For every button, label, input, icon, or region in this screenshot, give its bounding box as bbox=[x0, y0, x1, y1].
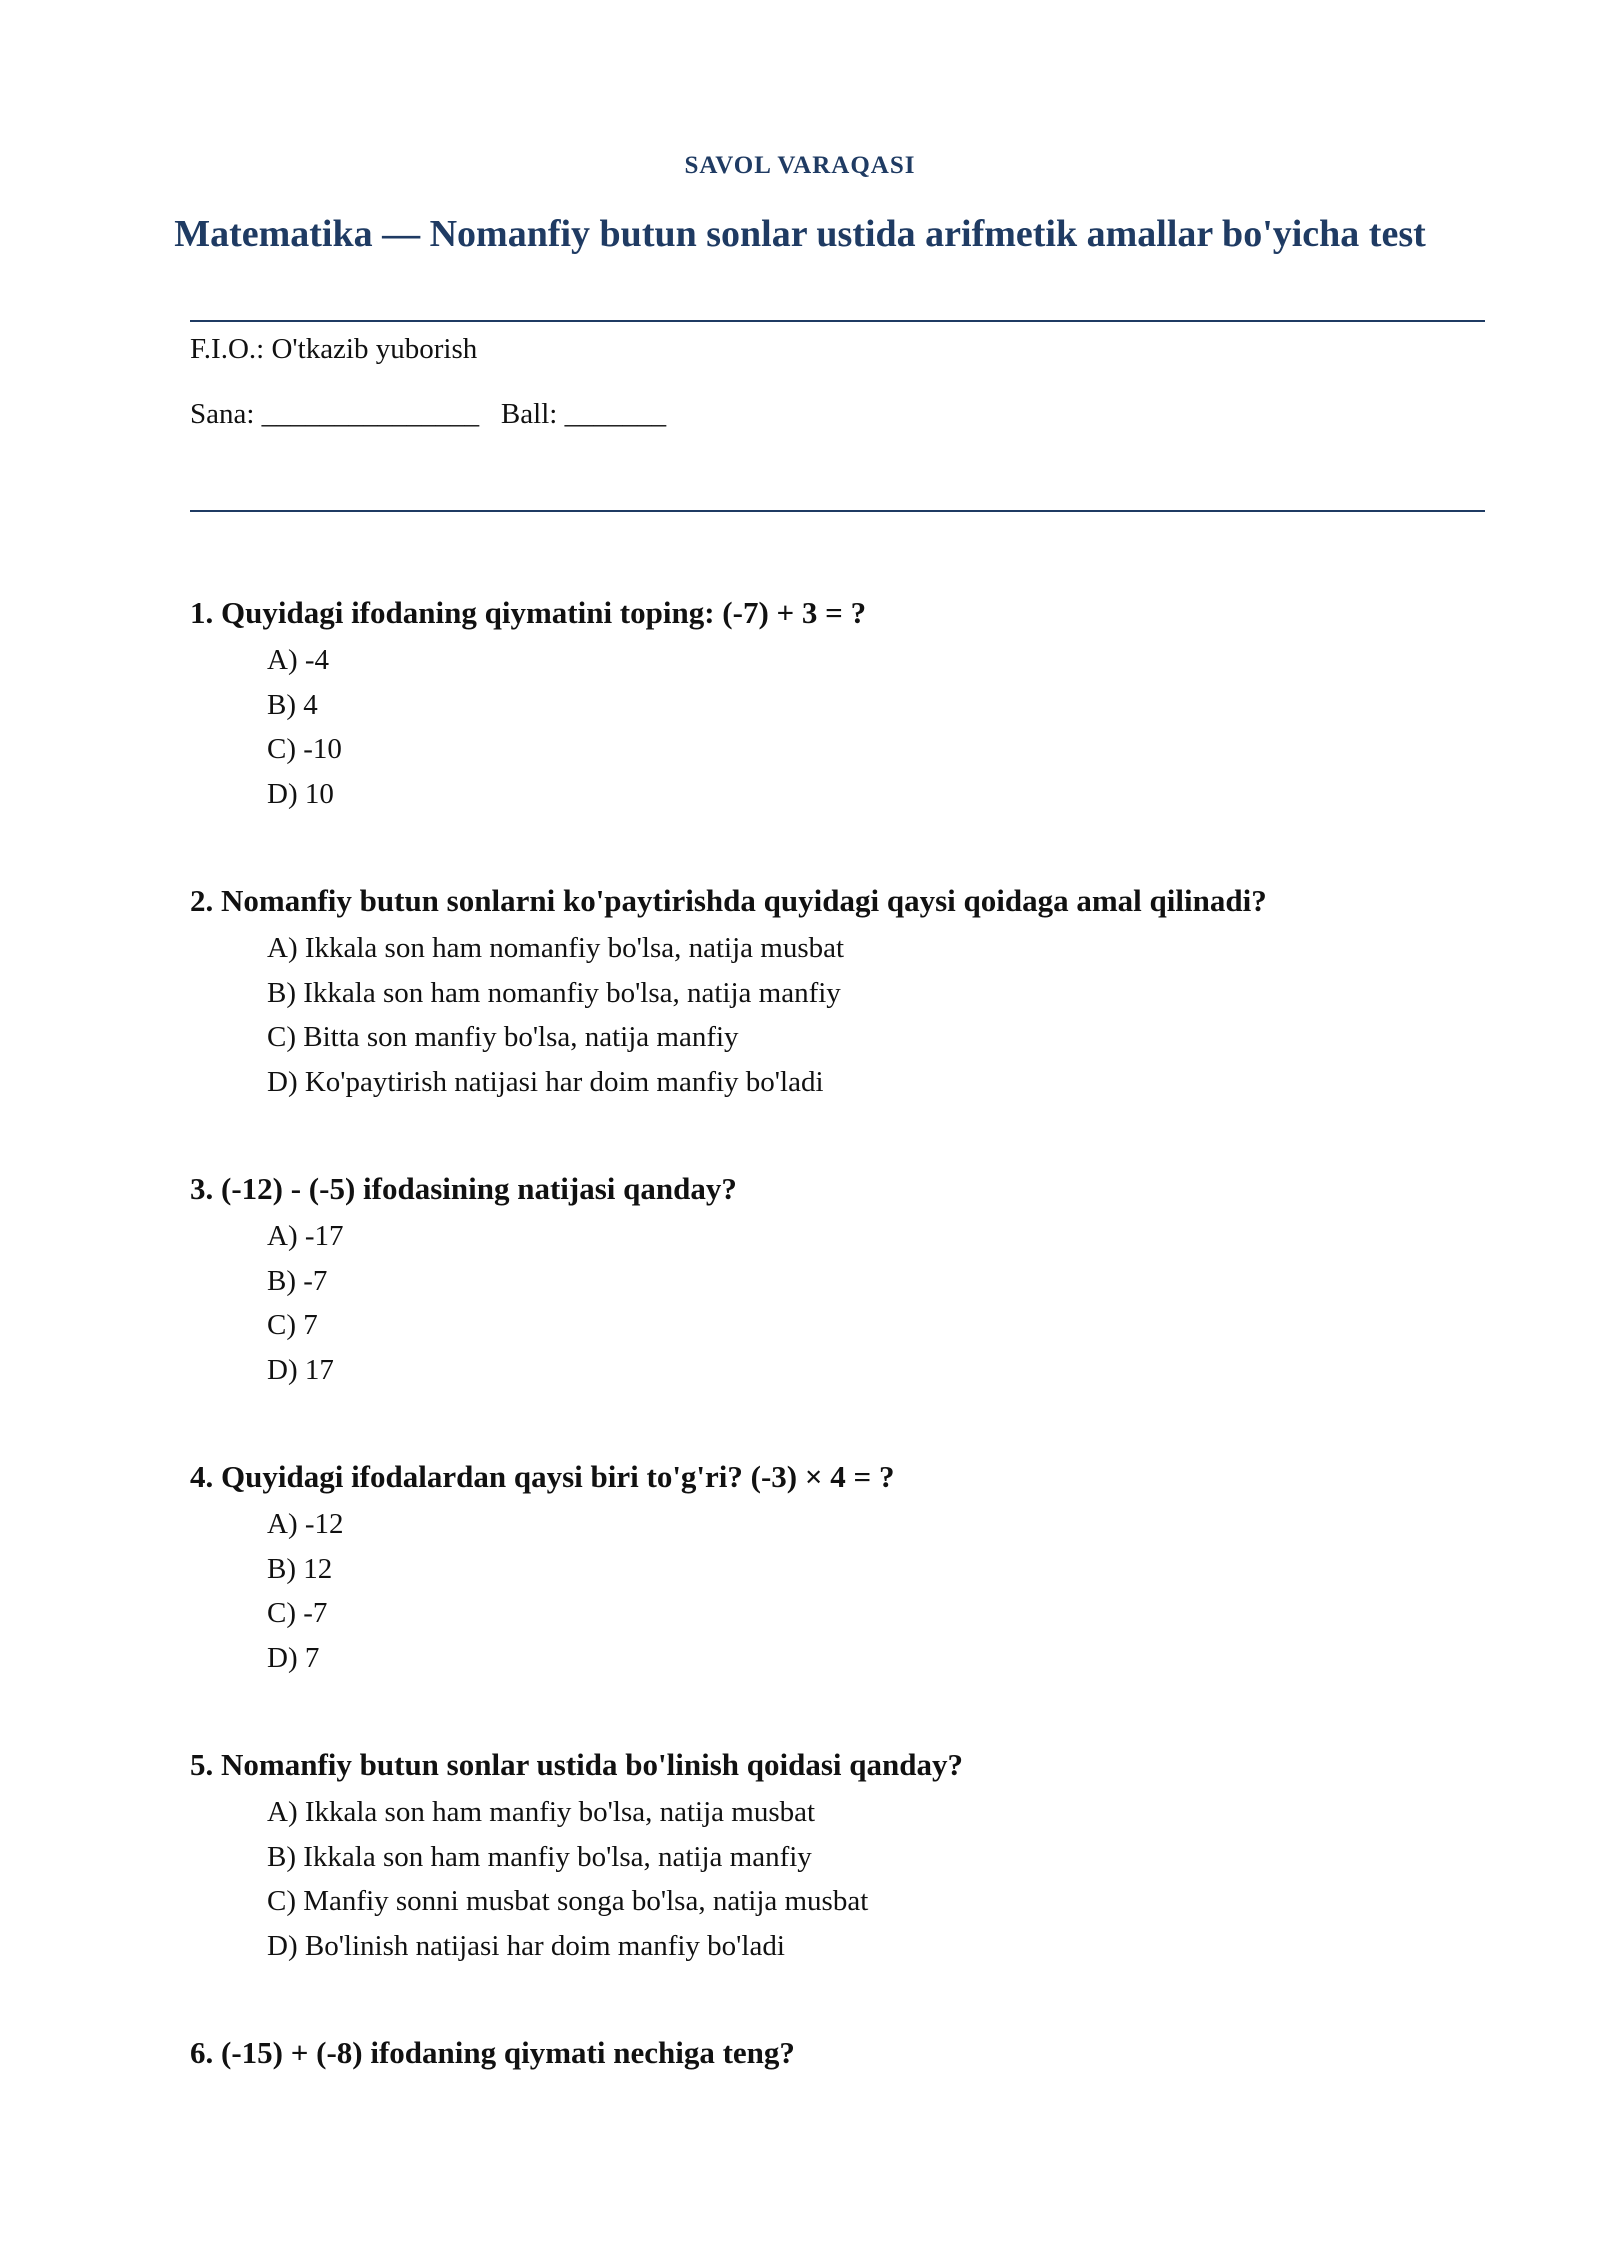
question-2 bbox=[190, 876, 1490, 1104]
option-a: A) -12 bbox=[267, 1508, 344, 1540]
question-4 bbox=[190, 1452, 1490, 1680]
option-c: C) -7 bbox=[267, 1597, 328, 1629]
question-text: 6. (-15) + (-8) ifodaning qiymati nechiga teng? bbox=[190, 2035, 795, 2070]
answer-options bbox=[190, 1502, 1490, 1680]
question-3 bbox=[190, 1164, 1490, 1392]
option-c: C) Manfiy sonni musbat songa bo'lsa, natija musbat bbox=[267, 1885, 869, 1917]
top-divider bbox=[190, 320, 1485, 322]
option-b: B) 4 bbox=[267, 688, 318, 721]
option-d: D) 17 bbox=[267, 1353, 334, 1386]
question-5 bbox=[190, 1740, 1490, 1968]
questions-list bbox=[190, 588, 1490, 2138]
option-b: B) -7 bbox=[267, 1264, 328, 1297]
option-a: A) Ikkala son ham manfiy bo'lsa, natija musbat bbox=[267, 1796, 816, 1828]
answer-options bbox=[190, 1214, 1490, 1392]
answer-options bbox=[190, 1790, 1490, 1968]
question-text: 4. Quyidagi ifodalardan qaysi biri to'g'ri? (-3) × 4 = ? bbox=[190, 1459, 895, 1494]
question-text: 2. Nomanfiy butun sonlarni ko'paytirishda quyidagi qaysi qoidaga amal qilinadi? bbox=[190, 883, 1267, 918]
option-c: C) Bitta son manfiy bo'lsa, natija manfiy bbox=[267, 1021, 739, 1053]
option-d: D) Bo'linish natijasi har doim manfiy bo'ladi bbox=[267, 1929, 785, 1962]
answer-options bbox=[190, 926, 1490, 1104]
answer-options bbox=[190, 638, 1490, 816]
option-c: C) -10 bbox=[267, 733, 342, 765]
page-title: Matematika — Nomanfiy butun sonlar ustida arifmetik amallar bo'yicha test bbox=[174, 213, 1426, 255]
student-name-line: F.I.O.: O'tkazib yuborish bbox=[190, 333, 478, 365]
option-a: A) -4 bbox=[267, 644, 330, 676]
question-text: 3. (-12) - (-5) ifodasining natijasi qanday? bbox=[190, 1171, 737, 1206]
option-d: D) Ko'paytirish natijasi har doim manfiy bo'ladi bbox=[267, 1065, 824, 1098]
option-b: B) Ikkala son ham manfiy bo'lsa, natija manfiy bbox=[267, 1840, 812, 1873]
option-a: A) Ikkala son ham nomanfiy bo'lsa, natija musbat bbox=[267, 932, 845, 964]
question-6 bbox=[190, 2028, 1490, 2078]
date-score-line: Sana: _______________ Ball: _______ bbox=[190, 398, 667, 430]
sheet-label: SAVOL VARAQASI bbox=[684, 152, 916, 179]
option-a: A) -17 bbox=[267, 1220, 344, 1252]
option-d: D) 7 bbox=[267, 1641, 320, 1674]
option-b: B) Ikkala son ham nomanfiy bo'lsa, natija manfiy bbox=[267, 976, 841, 1009]
question-1 bbox=[190, 588, 1490, 816]
question-text: 1. Quyidagi ifodaning qiymatini toping: (-7) + 3 = ? bbox=[190, 595, 867, 630]
question-text: 5. Nomanfiy butun sonlar ustida bo'linish qoidasi qanday? bbox=[190, 1747, 964, 1782]
option-b: B) 12 bbox=[267, 1552, 333, 1585]
option-d: D) 10 bbox=[267, 777, 334, 810]
bottom-divider bbox=[190, 510, 1485, 512]
option-c: C) 7 bbox=[267, 1309, 318, 1341]
